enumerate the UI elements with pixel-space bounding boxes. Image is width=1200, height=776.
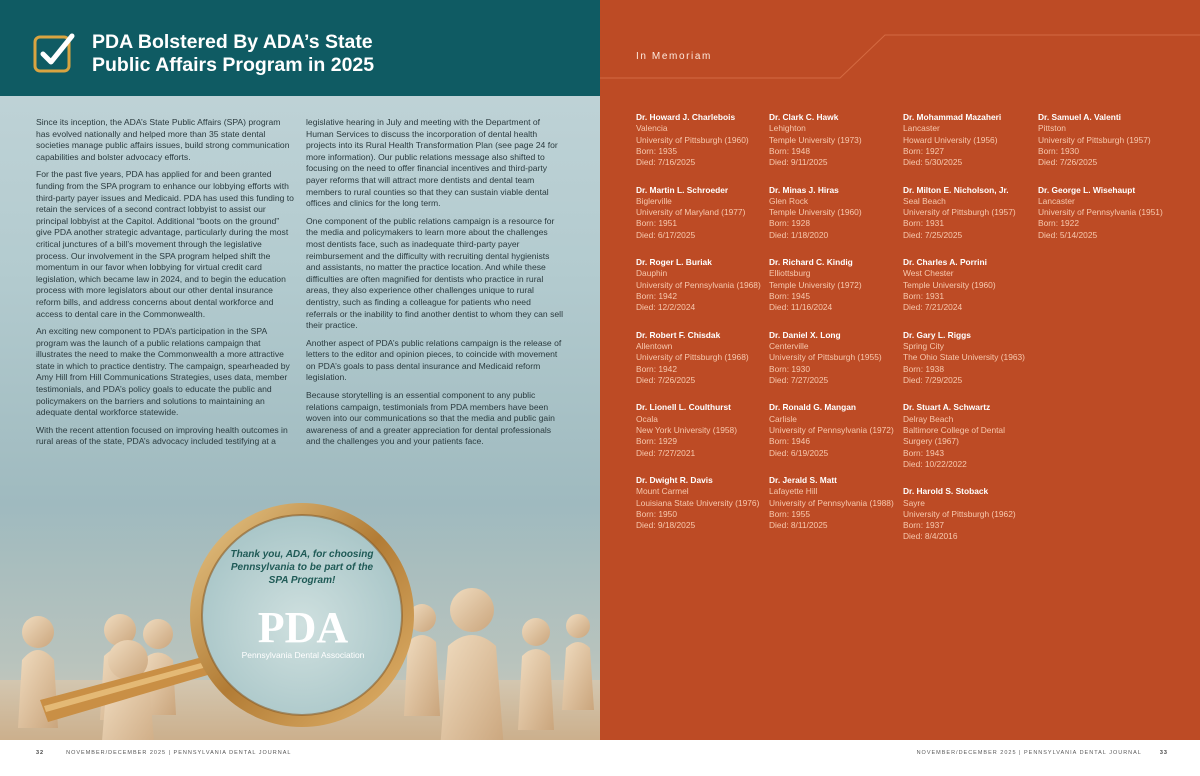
memorial-born: Born: 1951 [636, 218, 677, 229]
memorial-born: Born: 1942 [636, 291, 677, 302]
memorial-entry [903, 185, 1016, 241]
memorial-died: Died: 7/26/2025 [636, 374, 696, 385]
right-page [600, 0, 1200, 776]
memorial-school: University of Pennsylvania (1968) [636, 279, 761, 290]
memorial-name: Dr. Gary L. Riggs [903, 329, 971, 340]
article-column-2 [306, 117, 564, 454]
memorial-city: Seal Beach [903, 195, 946, 206]
memorial-school: The Ohio State University (1963) [903, 352, 1025, 363]
memorial-born: Born: 1948 [769, 145, 810, 156]
memorial-entry [903, 402, 1031, 470]
memorial-name: Dr. Harold S. Stoback [903, 486, 989, 497]
memorial-entry [903, 112, 1001, 168]
memorial-name: Dr. Ronald G. Mangan [769, 402, 857, 413]
memorial-city: Pittston [1038, 123, 1066, 134]
memorial-entry [636, 185, 745, 241]
memorial-born: Born: 1938 [903, 363, 944, 374]
memorial-died: Died: 7/27/2025 [769, 374, 829, 385]
memorial-died: Died: 11/16/2024 [769, 302, 833, 313]
checkbox-check-icon [32, 30, 76, 74]
memorial-name: Dr. Robert F. Chisdak [636, 329, 721, 340]
memorial-school: Baltimore College of Dental Surgery (1967) [903, 424, 1005, 447]
memorial-died: Died: 8/4/2016 [903, 531, 958, 542]
paragraph: One component of the public relations campaign is a resource for the media and policymakers to learn more about the challenges most dentists face, such as inadequate third-party payer reimbursement and the difficulty with recruiting dental hygienists and assistants, no matter the practice location. And while these difficulties are often magnified for dentists who practice in rural areas, they also experience other challenges unique to rural dentistry, such as finding a colleague for patients who need referrals or the inability to find another dentist to whom they can sell their practice. [306, 215, 563, 331]
memorial-born: Born: 1931 [903, 291, 944, 302]
page-number: 33 [1159, 750, 1168, 756]
footer-text: NOVEMBER/DECEMBER 2025 | PENNSYLVANIA DENTAL JOURNAL [916, 750, 1142, 756]
right-page-footer [917, 750, 1168, 756]
memorial-entry [769, 330, 882, 386]
article-column-1 [36, 117, 296, 454]
memorial-city: Ocala [636, 413, 658, 424]
paragraph: Since its inception, the ADA’s State Public Affairs (SPA) program has evolved nationally and helped more than 35 state dental societies manage public affairs issues, build strong communication capabilities and bolster advocacy efforts. [36, 117, 290, 162]
memorial-city: Glen Rock [769, 195, 809, 206]
memorial-city: Lehighton [769, 123, 806, 134]
memorial-entry [636, 330, 749, 386]
memorial-school: University of Pittsburgh (1960) [636, 134, 749, 145]
memorial-name: Dr. Clark C. Hawk [769, 112, 839, 122]
section-title: In Memoriam [636, 51, 712, 62]
memorial-school: Temple University (1972) [769, 279, 862, 290]
memorial-entry [636, 402, 737, 458]
memorial-born: Born: 1928 [769, 218, 810, 229]
memorial-city: Lafayette Hill [769, 486, 818, 497]
memorial-school: Temple University (1960) [903, 279, 996, 290]
memorial-city: Mount Carmel [636, 486, 689, 497]
memorial-entry [769, 112, 862, 168]
memorial-school: Louisiana State University (1976) [636, 497, 760, 508]
paragraph: For the past five years, PDA has applied for and been granted funding from the SPA program to enhance our lobbying efforts with third-party payer issues and Medicaid. PDA has used this funding to retain the services of a second contract lobbyist to assist our principal lobbyist at the Capitol. Additional “boots on the ground” give PDA another strategic advantage, particularly during the most critical junctures of a bill’s movement through the legislative process. Our involvement in the SPA program helped shift the momentum in our favor when lobbying for virtual credit card legislation, which became law in 2024, and to begin the education process with more legislators about our other dental insurance reform bills, and address concerns about dental workforce and access to dental care in the Commonwealth. [36, 169, 294, 319]
memorial-born: Born: 1930 [1038, 145, 1079, 156]
memorial-school: University of Pennsylvania (1988) [769, 497, 894, 508]
paragraph: legislative hearing in July and meeting with the Department of Human Services to discuss the incorporation of dental health projects into its Rural Health Transformation Plan (see page 24 for more information). Our public relations message also shifted to focusing on the need to offer financial incentives and third-party payer reforms that will attract more dentists and dental team members to rural counties so that they can sustain viable dental offices and clinics for the long term. [306, 117, 558, 209]
memorial-died: Died: 1/18/2020 [769, 229, 829, 240]
memorial-born: Born: 1937 [903, 520, 944, 531]
memorial-school: Temple University (1973) [769, 134, 862, 145]
memorial-name: Dr. Howard J. Charlebois [636, 112, 736, 122]
memorial-name: Dr. Charles A. Porrini [903, 257, 987, 268]
memorial-name: Dr. Samuel A. Valenti [1038, 112, 1122, 122]
page-number: 32 [36, 750, 45, 756]
memorial-city: Lancaster [1038, 195, 1075, 206]
memorial-name: Dr. Richard C. Kindig [769, 257, 853, 268]
memorial-city: Sayre [903, 497, 925, 508]
memorial-entry [769, 185, 862, 241]
memorial-entry [903, 257, 996, 313]
memorial-born: Born: 1929 [636, 436, 677, 447]
memorial-born: Born: 1946 [769, 436, 810, 447]
memorial-city: West Chester [903, 268, 954, 279]
memorial-born: Born: 1942 [636, 363, 677, 374]
decorative-band [600, 0, 1200, 96]
memorial-born: Born: 1935 [636, 145, 677, 156]
memorial-died: Died: 6/17/2025 [636, 229, 696, 240]
memorial-born: Born: 1930 [769, 363, 810, 374]
memorial-died: Died: 5/14/2025 [1038, 229, 1098, 240]
memorial-city: Dauphin [636, 268, 668, 279]
memorial-name: Dr. Stuart A. Schwartz [903, 402, 991, 413]
memorial-city: Carlisle [769, 413, 797, 424]
memorial-entry [636, 257, 761, 313]
memorial-name: Dr. Minas J. Hiras [769, 184, 839, 195]
memorial-entry [1038, 112, 1151, 168]
memorial-entry [636, 112, 749, 168]
footer-strip [0, 740, 600, 776]
memorial-name: Dr. Roger L. Buriak [636, 257, 712, 268]
memorial-school: University of Pennsylvania (1972) [769, 424, 894, 435]
memorial-died: Died: 7/25/2025 [903, 229, 963, 240]
footer-strip [600, 740, 1200, 776]
memorial-died: Died: 7/21/2024 [903, 302, 963, 313]
memorial-entry [769, 402, 894, 458]
memorial-died: Died: 12/2/2024 [636, 302, 696, 313]
thank-you-message: Thank you, ADA, for choosing Pennsylvania to be part of the SPA Program! [230, 549, 374, 586]
memorial-born: Born: 1945 [769, 291, 810, 302]
memorial-died: Died: 5/30/2025 [903, 157, 963, 168]
memorial-entry [1038, 185, 1163, 241]
memorial-born: Born: 1955 [769, 508, 810, 519]
memorial-city: Centerville [769, 341, 809, 352]
memorial-school: New York University (1958) [636, 424, 738, 435]
memorial-born: Born: 1922 [1038, 218, 1079, 229]
headline-line-1: PDA Bolstered By ADA’s State [92, 31, 373, 53]
memorial-city: Elliottsburg [769, 268, 811, 279]
memorial-name: Dr. Lionell L. Coulthurst [636, 402, 731, 413]
paragraph: With the recent attention focused on improving health outcomes in rural areas of the state, PDA’s advocacy included testifying at a [36, 424, 288, 447]
memorial-name: Dr. Dwight R. Davis [636, 475, 713, 485]
article-header-banner [0, 0, 600, 96]
memorial-name: Dr. Martin L. Schroeder [636, 184, 729, 195]
memorial-name: Dr. Mohammad Mazaheri [903, 112, 1002, 122]
memorial-city: Allentown [636, 341, 673, 352]
memorial-school: Temple University (1960) [769, 207, 862, 218]
memorial-city: Biglerville [636, 195, 672, 206]
memorial-born: Born: 1950 [636, 508, 677, 519]
memorial-city: Spring City [903, 341, 944, 352]
article-headline [92, 31, 512, 77]
memorial-died: Died: 10/22/2022 [903, 458, 967, 469]
memorial-died: Died: 7/16/2025 [636, 157, 696, 168]
memorial-city: Valencia [636, 123, 668, 134]
memorial-entry [636, 475, 759, 531]
memorial-name: Dr. Daniel X. Long [769, 329, 841, 340]
paragraph: Another aspect of PDA’s public relations campaign is the release of letters to the editor and opinion pieces, to coincide with movement on PDA’s goals to pass dental insurance and Medicaid reform legislation. [306, 337, 562, 383]
memorial-entry [769, 257, 862, 313]
paragraph: Because storytelling is an essential component to any public relations campaign, testimonials from PDA members have been woven into our communications so that the media and public gain awareness of and a greater appreciation for dental professionals and the challenges you and your patients face. [306, 390, 555, 447]
memorial-school: University of Maryland (1977) [636, 207, 746, 218]
memorial-died: Died: 7/26/2025 [1038, 157, 1098, 168]
memorial-born: Born: 1927 [903, 145, 944, 156]
memorial-died: Died: 9/18/2025 [636, 520, 696, 531]
memorial-school: University of Pittsburgh (1957) [1038, 134, 1151, 145]
memorial-died: Died: 9/11/2025 [769, 157, 828, 168]
memorial-died: Died: 7/29/2025 [903, 374, 963, 385]
memorial-died: Died: 8/11/2025 [769, 520, 828, 531]
left-page-footer [36, 750, 291, 756]
logo-subtext: Pennsylvania Dental Association [241, 650, 365, 660]
memorial-city: Delray Beach [903, 413, 954, 424]
memorial-entry [903, 486, 1016, 542]
memorial-city: Lancaster [903, 123, 940, 134]
memorial-entry [769, 475, 894, 531]
memorial-school: University of Pittsburgh (1955) [769, 352, 882, 363]
memorial-entry [903, 330, 1025, 386]
logo-text: PDA [257, 603, 349, 652]
memorial-born: Born: 1943 [903, 447, 944, 458]
paragraph: An exciting new component to PDA’s participation in the SPA program was the launch of a public relations campaign that illustrates the need to make the Commonwealth a more attractive state in which to practice dentistry. The campaign, spearheaded by Amy Hill from Hill Communications Strategies, uses data, member testimonials, and PDA’s policy goals to educate the public and policymakers on the barriers and solutions to maintaining an adequate dental workforce statewide. [36, 326, 290, 418]
memorial-name: Dr. Jerald S. Matt [769, 475, 837, 485]
memorial-school: University of Pennsylvania (1951) [1038, 207, 1163, 218]
memorial-name: Dr. Milton E. Nicholson, Jr. [903, 184, 1009, 195]
memorial-name: Dr. George L. Wisehaupt [1038, 184, 1136, 195]
memorial-school: University of Pittsburgh (1962) [903, 508, 1016, 519]
headline-line-2: Public Affairs Program in 2025 [92, 54, 375, 76]
footer-text: NOVEMBER/DECEMBER 2025 | PENNSYLVANIA DENTAL JOURNAL [66, 750, 292, 756]
memorial-school: University of Pittsburgh (1968) [636, 352, 749, 363]
memorial-school: University of Pittsburgh (1957) [903, 207, 1016, 218]
memorial-died: Died: 6/19/2025 [769, 447, 829, 458]
memorial-school: Howard University (1956) [903, 134, 998, 145]
memorial-born: Born: 1931 [903, 218, 944, 229]
memorial-died: Died: 7/27/2021 [636, 447, 696, 458]
pda-logo [228, 602, 378, 664]
